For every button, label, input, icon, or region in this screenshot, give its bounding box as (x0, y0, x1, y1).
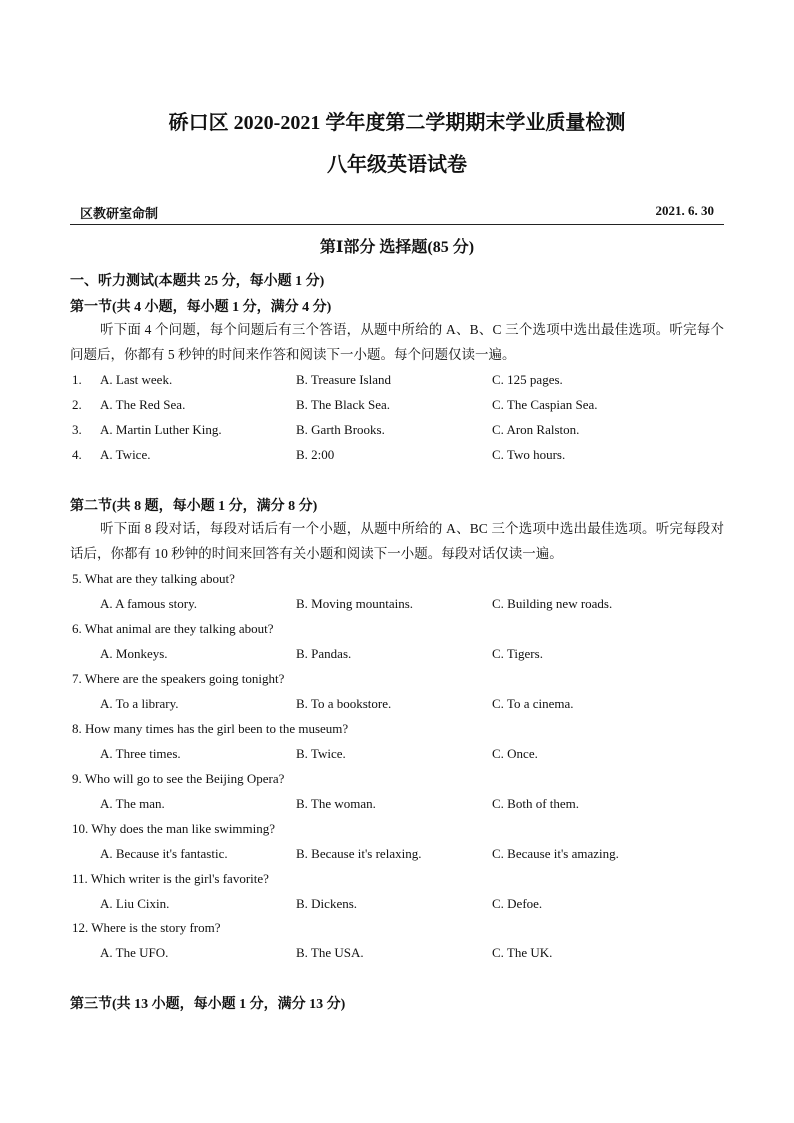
option-c: C. Building new roads. (492, 596, 613, 611)
question-options (70, 891, 724, 916)
option-c: C. Once. (492, 746, 538, 761)
question-stem (70, 915, 724, 940)
question-number: 2. (72, 397, 82, 412)
option-a: A. The Red Sea. (100, 397, 186, 412)
question-stem (70, 766, 724, 791)
question-number: 1. (72, 372, 82, 387)
option-c: C. Defoe. (492, 896, 543, 911)
section-2-heading: 第二节(共 8 题，每小题 1 分，满分 8 分) (70, 499, 318, 514)
option-b: B. Dickens. (296, 896, 358, 911)
question-text: 6. What animal are they talking about? (72, 621, 274, 636)
question-number: 4. (72, 447, 82, 462)
question-text: 7. Where are the speakers going tonight? (72, 671, 285, 686)
question-text: 11. Which writer is the girl's favorite? (72, 871, 269, 886)
issuer-label: 区教研室命制 (80, 206, 159, 221)
question-stem (70, 816, 724, 841)
question-text: 10. Why does the man like swimming? (72, 821, 276, 836)
question-row (70, 367, 724, 392)
option-a: A. Monkeys. (100, 646, 168, 661)
option-c: C. To a cinema. (492, 696, 574, 711)
exam-date: 2021. 6. 30 (655, 203, 714, 218)
option-c: C. Both of them. (492, 796, 580, 811)
question-row (70, 442, 724, 467)
option-b: B. The woman. (296, 796, 376, 811)
option-b: B. Pandas. (296, 646, 352, 661)
section-2-instructions: 听下面 8 段对话，每段对话后有一个小题，从题中所给的 A、BC 三个选项中选出最佳选项。听完每段对话后，你都有 10 秒钟的时间来回答有关小题和阅读下一小题。每段对话仅读一遍。 (70, 521, 724, 561)
question-options (70, 691, 724, 716)
question-options (70, 841, 724, 866)
option-b: B. The Black Sea. (296, 397, 390, 412)
option-c: C. Tigers. (492, 646, 543, 661)
option-a: A. Liu Cixin. (100, 896, 170, 911)
option-b: B. Treasure Island (296, 372, 391, 387)
question-stem (70, 866, 724, 891)
option-b: B. To a bookstore. (296, 696, 392, 711)
question-stem (70, 716, 724, 741)
option-b: B. 2:00 (296, 447, 335, 462)
section-3-heading: 第三节(共 13 小题，每小题 1 分，满分 13 分) (70, 997, 346, 1012)
question-stem (70, 666, 724, 691)
option-a: A. To a library. (100, 696, 179, 711)
question-row (70, 417, 724, 442)
option-b: B. Twice. (296, 746, 346, 761)
option-c: C. Aron Ralston. (492, 422, 580, 437)
option-a: A. Twice. (100, 447, 151, 462)
option-a: A. Because it's fantastic. (100, 846, 228, 861)
part-heading: 第Ⅰ部分 选择题(85 分) (319, 239, 475, 256)
question-options (70, 791, 724, 816)
question-number: 3. (72, 422, 82, 437)
header-rule (70, 224, 724, 225)
exam-title: 硚口区 2020-2021 学年度第二学期期末学业质量检测 (168, 112, 626, 134)
question-options (70, 940, 724, 965)
option-c: C. Two hours. (492, 447, 566, 462)
question-options (70, 591, 724, 616)
question-text: 8. How many times has the girl been to the museum? (72, 721, 349, 736)
question-options (70, 741, 724, 766)
question-text: 12. Where is the story from? (72, 920, 221, 935)
option-a: A. The man. (100, 796, 165, 811)
option-b: B. The USA. (296, 945, 364, 960)
option-b: B. Garth Brooks. (296, 422, 385, 437)
question-row (70, 392, 724, 417)
option-c: C. The UK. (492, 945, 553, 960)
listening-section-heading: 一、听力测试(本题共 25 分，每小题 1 分) (70, 274, 325, 289)
option-a: A. Last week. (100, 372, 173, 387)
section-1-instructions: 听下面 4 个问题，每个问题后有三个答语，从题中所给的 A、B、C 三个选项中选出最佳选项。听完每个问题后，你都有 5 秒钟的时间来作答和阅读下一小题。每个问题仅读一遍。 (70, 322, 724, 362)
question-options (70, 641, 724, 666)
option-a: A. Three times. (100, 746, 181, 761)
question-stem (70, 566, 724, 591)
option-b: B. Because it's relaxing. (296, 846, 422, 861)
exam-subtitle: 八年级英语试卷 (327, 154, 467, 176)
option-c: C. 125 pages. (492, 372, 563, 387)
option-a: A. The UFO. (100, 945, 169, 960)
option-c: C. The Caspian Sea. (492, 397, 598, 412)
section-1-heading: 第一节(共 4 小题，每小题 1 分，满分 4 分) (70, 300, 332, 315)
question-text: 5. What are they talking about? (72, 571, 235, 586)
option-a: A. A famous story. (100, 596, 198, 611)
question-stem (70, 616, 724, 641)
question-text: 9. Who will go to see the Beijing Opera? (72, 771, 285, 786)
option-c: C. Because it's amazing. (492, 846, 619, 861)
option-b: B. Moving mountains. (296, 596, 414, 611)
option-a: A. Martin Luther King. (100, 422, 222, 437)
